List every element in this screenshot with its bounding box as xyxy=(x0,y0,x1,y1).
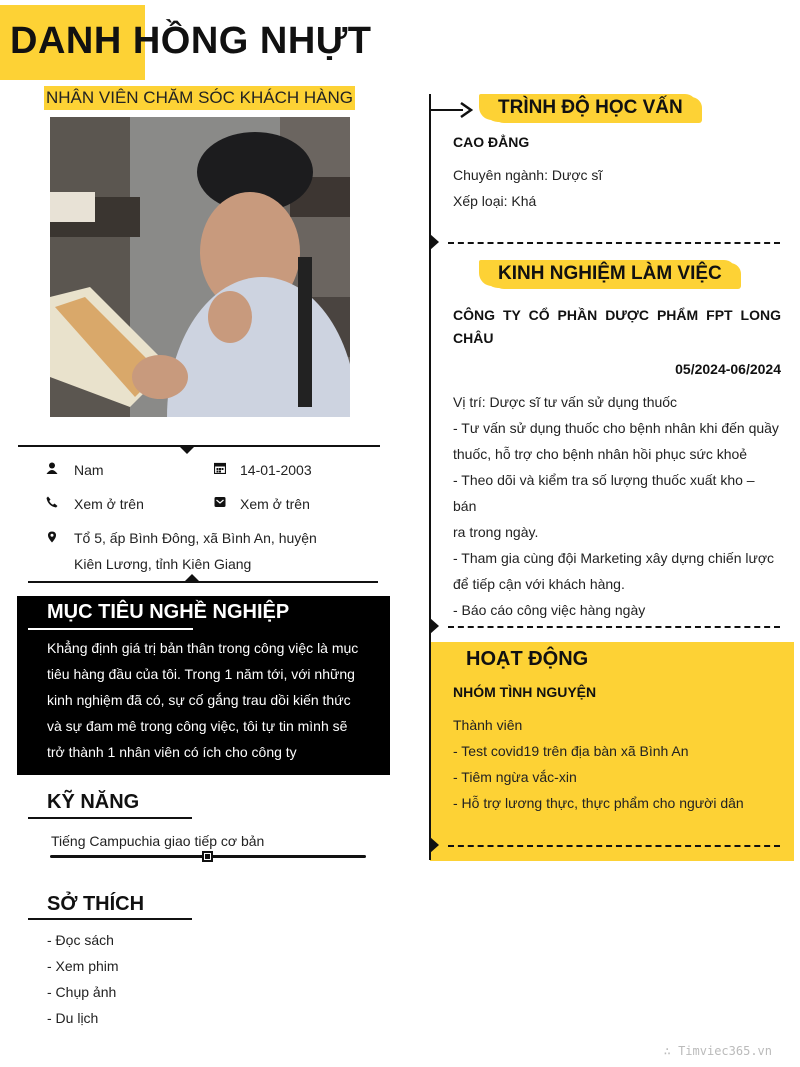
section-divider xyxy=(448,242,780,244)
skill-name: Tiếng Campuchia giao tiếp cơ bản xyxy=(51,833,265,849)
objective-line: trở thành 1 nhân viên có ích cho công ty xyxy=(47,744,297,760)
candidate-name: DANH HỒNG NHỰT xyxy=(10,20,372,62)
experience-company-line-2: CHÂU xyxy=(453,330,494,346)
phone-value: Xem ở trên xyxy=(74,496,144,512)
birthday-value: 14-01-2003 xyxy=(240,462,312,478)
profile-photo xyxy=(50,117,350,417)
list-item: - Du lịch xyxy=(47,1010,99,1026)
experience-line: để tiếp cận với khách hàng. xyxy=(453,576,625,592)
experience-line: ra trong ngày. xyxy=(453,524,539,540)
timeline-marker xyxy=(430,837,439,853)
watermark: ∴ Timviec365.vn xyxy=(663,1044,772,1058)
section-divider xyxy=(448,845,780,847)
experience-company-line-1: CÔNG TY CỔ PHẦN DƯỢC PHẨM FPT LONG xyxy=(453,307,781,323)
skill-level-marker xyxy=(202,851,213,862)
gender-value: Nam xyxy=(74,462,104,478)
experience-line: - Tư vấn sử dụng thuốc cho bệnh nhân khi đến quầy xyxy=(453,420,779,436)
experience-line: Vị trí: Dược sĩ tư vấn sử dụng thuốc xyxy=(453,394,678,410)
objective-line: và sự đam mê trong công việc, tôi tự tin mình sẽ xyxy=(47,718,348,734)
email-value: Xem ở trên xyxy=(240,496,310,512)
phone-icon xyxy=(46,495,58,513)
timeline-marker xyxy=(430,234,439,250)
address-line-1: Tổ 5, ấp Bình Đông, xã Bình An, huyện xyxy=(74,530,317,546)
job-title: NHÂN VIÊN CHĂM SÓC KHÁCH HÀNG xyxy=(44,86,355,110)
activity-line: - Hỗ trợ lương thực, thực phẩm cho người dân xyxy=(453,795,744,811)
calendar-icon xyxy=(214,461,226,479)
experience-period: 05/2024-06/2024 xyxy=(675,361,781,377)
activity-line: - Tiêm ngừa vắc-xin xyxy=(453,769,577,785)
objective-line: Khẳng định giá trị bản thân trong công việc là mục xyxy=(47,640,359,656)
objective-text xyxy=(47,635,359,765)
experience-line: - Tham gia cùng đội Marketing xây dựng chiến lược xyxy=(453,550,775,566)
skills-heading: KỸ NĂNG xyxy=(47,791,140,813)
experience-details xyxy=(453,389,781,623)
hobbies-heading: SỞ THÍCH xyxy=(47,893,145,915)
person-icon xyxy=(46,461,58,479)
education-major: Chuyên ngành: Dược sĩ xyxy=(453,167,603,183)
map-pin-icon xyxy=(46,530,58,548)
email-icon xyxy=(214,495,226,513)
timeline-marker xyxy=(430,618,439,634)
activity-line: Thành viên xyxy=(453,717,523,733)
arrow-right-icon xyxy=(431,100,473,125)
experience-line: - Theo dõi và kiểm tra số lượng thuốc xuất kho – bán xyxy=(453,472,755,514)
education-heading: TRÌNH ĐỘ HỌC VẤN xyxy=(484,94,697,122)
experience-heading: KINH NGHIỆM LÀM VIỆC xyxy=(484,260,736,288)
objective-line: kinh nghiệm đã có, sự cố gắng trau dồi kiến thức xyxy=(47,692,351,708)
skill-level-bar xyxy=(50,855,366,858)
hobbies-list xyxy=(47,927,119,1031)
skills-underline xyxy=(28,817,192,819)
timeline-line xyxy=(429,94,431,860)
contact-bottom-divider xyxy=(28,581,378,583)
experience-line: - Báo cáo công việc hàng ngày xyxy=(453,602,646,618)
hobbies-underline xyxy=(28,918,192,920)
activities-org: NHÓM TÌNH NGUYỆN xyxy=(453,684,597,700)
activities-details xyxy=(453,712,744,816)
objective-heading: MỤC TIÊU NGHỀ NGHIỆP xyxy=(47,601,290,623)
divider-arrow-down xyxy=(179,446,195,454)
contact-top-divider xyxy=(18,445,380,447)
education-school: CAO ĐẲNG xyxy=(453,134,530,150)
activity-line: - Test covid19 trên địa bàn xã Bình An xyxy=(453,743,689,759)
objective-line: tiêu hàng đầu của tôi. Trong 1 năm tới, với những xyxy=(47,666,355,682)
activities-heading: HOẠT ĐỘNG xyxy=(466,648,589,670)
address-line-2: Kiên Lương, tỉnh Kiên Giang xyxy=(74,556,252,572)
list-item: - Đọc sách xyxy=(47,932,114,948)
list-item: - Xem phim xyxy=(47,958,119,974)
section-divider xyxy=(448,626,780,628)
experience-line: thuốc, hỗ trợ cho bệnh nhân hồi phục sức khoẻ xyxy=(453,446,748,462)
objective-underline xyxy=(28,628,193,630)
list-item: - Chụp ảnh xyxy=(47,984,117,1000)
education-grade: Xếp loại: Khá xyxy=(453,193,537,209)
